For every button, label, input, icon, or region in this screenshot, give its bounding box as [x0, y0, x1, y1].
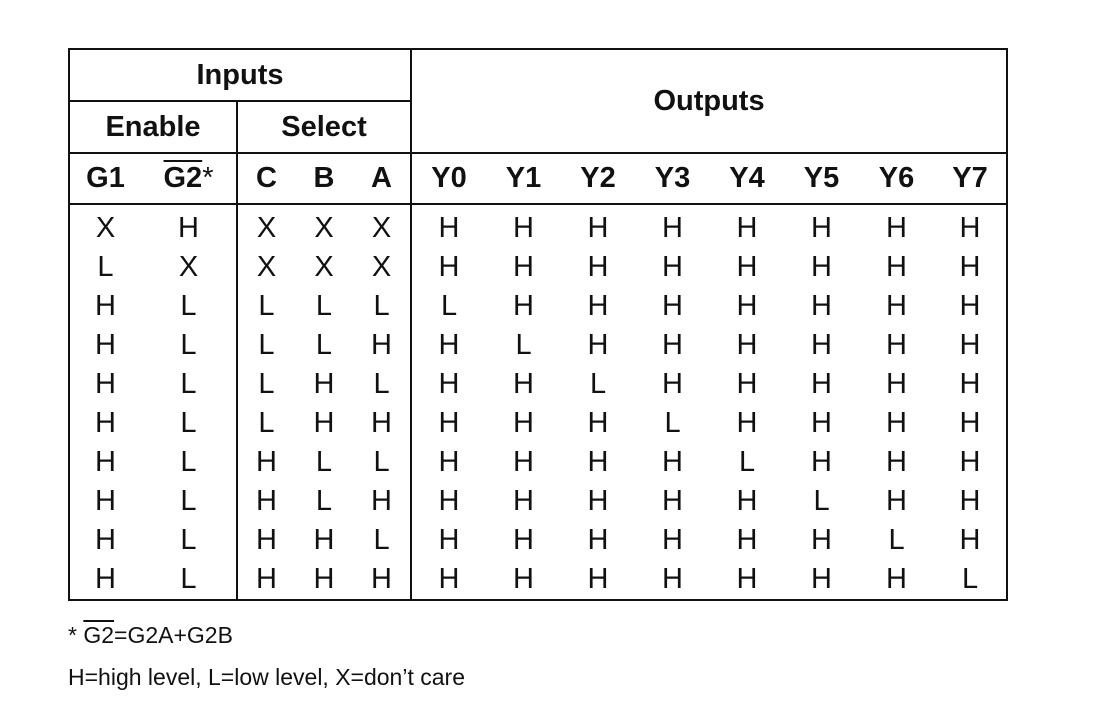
outputs-header: Outputs	[411, 49, 1007, 153]
cell-c: H	[237, 521, 295, 560]
cell-y1: H	[513, 524, 534, 556]
cell-y1: H	[513, 368, 534, 400]
cell-c: X	[237, 248, 295, 287]
cell-y0: H	[411, 521, 486, 560]
table-row	[69, 365, 1007, 404]
cell-y7: H	[934, 521, 1007, 560]
cell-y4: H	[710, 560, 784, 600]
cell-y0: H	[411, 248, 486, 287]
table-row	[69, 204, 1007, 248]
cell-y2: H	[587, 251, 609, 283]
cell-y3: H	[662, 368, 683, 400]
cell-y7: H	[934, 326, 1007, 365]
cell-y7: L	[934, 560, 1007, 600]
cell-y3: H	[662, 251, 683, 283]
col-header-y0: Y0	[411, 153, 486, 204]
col-header-y5: Y5	[784, 153, 859, 204]
cell-y3: L	[664, 407, 681, 439]
cell-g2: L	[180, 329, 197, 361]
col-header-g2	[141, 153, 237, 204]
cell-y2: H	[587, 212, 609, 244]
cell-y3: H	[662, 290, 683, 322]
cell-g1: H	[69, 521, 141, 560]
cell-g2: L	[180, 407, 197, 439]
cell-y3: H	[662, 212, 683, 244]
cell-y2: L	[589, 368, 607, 400]
cell-g1: H	[69, 365, 141, 404]
cell-y5: H	[811, 407, 832, 439]
table-row	[69, 404, 1007, 443]
cell-y3: H	[662, 446, 683, 478]
cell-y2: H	[587, 290, 609, 322]
cell-g1: H	[69, 404, 141, 443]
table-row	[69, 287, 1007, 326]
select-header: Select	[237, 101, 411, 153]
cell-g2: L	[180, 446, 197, 478]
cell-y5: H	[811, 251, 832, 283]
cell-y6: H	[886, 212, 907, 244]
cell-y0: H	[411, 326, 486, 365]
cell-a: L	[373, 290, 390, 322]
footnote-g2-equation: =G2A+G2B	[114, 622, 233, 648]
cell-a: H	[353, 560, 411, 600]
cell-y0: H	[411, 204, 486, 248]
cell-y2: H	[587, 407, 609, 439]
cell-c: X	[237, 204, 295, 248]
cell-y6: H	[886, 485, 907, 517]
cell-y2: H	[561, 560, 635, 600]
cell-y1: H	[513, 212, 534, 244]
cell-g2: L	[141, 560, 237, 600]
cell-y0: L	[411, 287, 486, 326]
cell-g2: H	[178, 212, 199, 244]
cell-y1: H	[513, 290, 534, 322]
cell-y1: L	[515, 329, 532, 361]
cell-y0: H	[411, 365, 486, 404]
cell-y7: H	[934, 248, 1007, 287]
cell-y4: H	[736, 290, 758, 322]
cell-g1: H	[69, 287, 141, 326]
cell-y4: H	[736, 212, 758, 244]
cell-y7: H	[934, 287, 1007, 326]
cell-g1: X	[69, 204, 141, 248]
cell-y6: H	[886, 251, 907, 283]
cell-a: L	[373, 524, 390, 556]
cell-y1: H	[486, 560, 561, 600]
g2-overlined-label: G2	[163, 162, 203, 194]
cell-b: X	[314, 251, 334, 283]
cell-b: L	[315, 329, 333, 361]
col-header-y3: Y3	[635, 153, 710, 204]
cell-y5: H	[811, 368, 832, 400]
cell-y6: H	[886, 446, 907, 478]
cell-y1: H	[513, 446, 534, 478]
cell-c: H	[237, 443, 295, 482]
cell-b: L	[315, 446, 333, 478]
cell-b: L	[315, 290, 333, 322]
cell-a: X	[371, 251, 392, 283]
col-header-g1: G1	[69, 153, 141, 204]
cell-y4: H	[736, 485, 758, 517]
cell-y4: H	[736, 329, 758, 361]
cell-y5: H	[811, 290, 832, 322]
cell-g2: L	[180, 290, 197, 322]
table-row	[69, 482, 1007, 521]
cell-a: L	[373, 368, 390, 400]
col-header-a: A	[353, 153, 411, 204]
cell-y0: H	[411, 443, 486, 482]
cell-a: H	[371, 329, 392, 361]
cell-y7: H	[934, 443, 1007, 482]
col-header-c: C	[237, 153, 295, 204]
g2-footnote-mark: *	[202, 162, 214, 194]
footnote-g2-definition	[68, 622, 233, 649]
table-row	[69, 248, 1007, 287]
cell-g1: H	[69, 326, 141, 365]
cell-g1: H	[69, 482, 141, 521]
cell-a: X	[371, 212, 392, 244]
cell-g2: X	[178, 251, 199, 283]
cell-c: L	[237, 365, 295, 404]
cell-y3: H	[662, 329, 683, 361]
cell-y1: H	[513, 485, 534, 517]
cell-a: L	[373, 446, 390, 478]
table-row	[69, 326, 1007, 365]
cell-a: H	[371, 407, 392, 439]
cell-g1: H	[69, 443, 141, 482]
cell-g1: L	[69, 248, 141, 287]
cell-y4: H	[736, 407, 758, 439]
cell-b: H	[313, 524, 335, 556]
cell-c: H	[237, 560, 295, 600]
cell-g2: L	[180, 485, 197, 517]
cell-y4: H	[736, 368, 758, 400]
col-header-y4: Y4	[710, 153, 784, 204]
cell-y1: H	[513, 407, 534, 439]
footnote-legend: H=high level, L=low level, X=don’t care	[68, 664, 465, 690]
cell-a: H	[371, 485, 392, 517]
cell-b: H	[295, 560, 353, 600]
cell-b: H	[313, 368, 335, 400]
cell-y6: H	[859, 560, 934, 600]
cell-y2: H	[587, 329, 609, 361]
cell-y5: H	[784, 560, 859, 600]
cell-y6: H	[886, 407, 907, 439]
enable-header: Enable	[69, 101, 237, 153]
cell-y3: H	[635, 560, 710, 600]
cell-g2: L	[180, 524, 197, 556]
col-header-y6: Y6	[859, 153, 934, 204]
cell-y6: H	[886, 290, 907, 322]
cell-y6: H	[886, 329, 907, 361]
cell-y5: H	[811, 446, 832, 478]
footnote-g2-overlined: G2	[83, 622, 115, 648]
cell-y1: H	[513, 251, 534, 283]
cell-b: L	[315, 485, 333, 517]
table-row	[69, 560, 1007, 600]
cell-c: L	[237, 287, 295, 326]
cell-y2: H	[587, 446, 609, 478]
col-header-b: B	[295, 153, 353, 204]
cell-y6: L	[888, 524, 905, 556]
col-header-y2: Y2	[561, 153, 635, 204]
cell-y4: H	[736, 251, 758, 283]
cell-y3: H	[662, 485, 683, 517]
cell-y3: H	[662, 524, 683, 556]
cell-y5: L	[813, 485, 830, 517]
table-row	[69, 521, 1007, 560]
cell-y2: H	[587, 485, 609, 517]
col-header-y1: Y1	[486, 153, 561, 204]
cell-y5: H	[811, 329, 832, 361]
cell-g1: H	[69, 560, 141, 600]
cell-y7: H	[934, 204, 1007, 248]
cell-y4: H	[736, 524, 758, 556]
cell-y7: H	[934, 404, 1007, 443]
cell-g2: L	[180, 368, 197, 400]
cell-y6: H	[886, 368, 907, 400]
cell-y5: H	[811, 524, 832, 556]
cell-y5: H	[811, 212, 832, 244]
cell-y7: H	[934, 365, 1007, 404]
cell-c: L	[237, 326, 295, 365]
cell-y2: H	[587, 524, 609, 556]
truth-table-body	[69, 204, 1007, 600]
cell-c: H	[237, 482, 295, 521]
footnote-star: *	[68, 622, 84, 648]
inputs-header: Inputs	[69, 49, 411, 101]
cell-y7: H	[934, 482, 1007, 521]
cell-y0: H	[411, 482, 486, 521]
cell-y0: H	[411, 560, 486, 600]
col-header-y7: Y7	[934, 153, 1007, 204]
cell-y4: L	[738, 446, 756, 478]
table-row	[69, 443, 1007, 482]
truth-table	[68, 48, 1008, 601]
cell-b: H	[313, 407, 335, 439]
cell-y0: H	[411, 404, 486, 443]
cell-b: X	[314, 212, 334, 244]
cell-c: L	[237, 404, 295, 443]
